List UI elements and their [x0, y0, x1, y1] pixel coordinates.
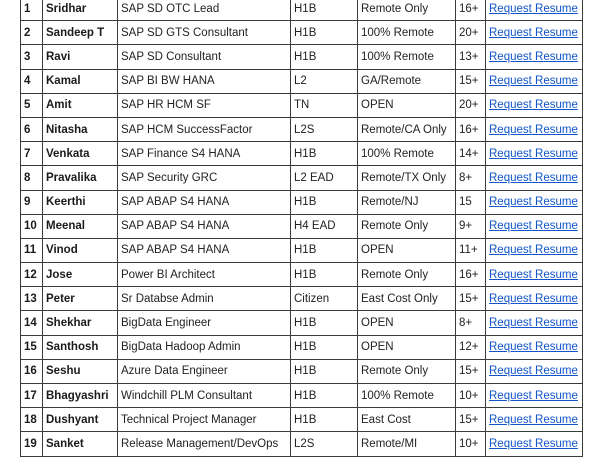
- consultant-table: [20, 0, 583, 457]
- request-resume-cell: [486, 166, 583, 190]
- consultant-name: Shekhar: [43, 311, 118, 335]
- consultant-role: BigData Engineer: [118, 311, 291, 335]
- experience-years: 13+: [456, 45, 486, 69]
- table-row: [21, 69, 583, 93]
- request-resume-cell: [486, 0, 583, 21]
- row-number: 3: [21, 45, 43, 69]
- request-resume-link[interactable]: Request Resume: [489, 220, 578, 233]
- row-number: 18: [21, 408, 43, 432]
- table-row: [21, 408, 583, 432]
- table-row: [21, 287, 583, 311]
- request-resume-cell: [486, 432, 583, 456]
- consultant-role: SAP HCM SuccessFactor: [118, 117, 291, 141]
- row-number: 1: [21, 0, 43, 21]
- work-location: GA/Remote: [358, 69, 456, 93]
- visa-status: H1B: [291, 142, 358, 166]
- work-location: Remote Only: [358, 0, 456, 21]
- request-resume-link[interactable]: Request Resume: [489, 365, 578, 378]
- work-location: OPEN: [358, 238, 456, 262]
- consultant-name: Sridhar: [43, 0, 118, 21]
- experience-years: 15+: [456, 359, 486, 383]
- experience-years: 15: [456, 190, 486, 214]
- request-resume-link[interactable]: Request Resume: [489, 50, 578, 63]
- work-location: Remote Only: [358, 214, 456, 238]
- consultant-name: Sanket: [43, 432, 118, 456]
- consultant-role: SAP SD Consultant: [118, 45, 291, 69]
- experience-years: 9+: [456, 214, 486, 238]
- request-resume-cell: [486, 359, 583, 383]
- table-row: [21, 166, 583, 190]
- consultant-role: SAP BI BW HANA: [118, 69, 291, 93]
- row-number: 12: [21, 263, 43, 287]
- request-resume-cell: [486, 45, 583, 69]
- consultant-name: Pravalika: [43, 166, 118, 190]
- consultant-name: Bhagyashri: [43, 384, 118, 408]
- experience-years: 11+: [456, 238, 486, 262]
- table-row: [21, 93, 583, 117]
- consultant-name: Ravi: [43, 45, 118, 69]
- request-resume-cell: [486, 142, 583, 166]
- consultant-role: SAP Finance S4 HANA: [118, 142, 291, 166]
- table-row: [21, 432, 583, 456]
- request-resume-link[interactable]: Request Resume: [489, 244, 578, 257]
- table-row: [21, 142, 583, 166]
- consultant-role: Release Management/DevOps: [118, 432, 291, 456]
- consultant-name: Seshu: [43, 359, 118, 383]
- row-number: 6: [21, 117, 43, 141]
- request-resume-link[interactable]: Request Resume: [489, 413, 578, 426]
- row-number: 2: [21, 21, 43, 45]
- work-location: Remote Only: [358, 359, 456, 383]
- table-row: [21, 238, 583, 262]
- visa-status: H1B: [291, 238, 358, 262]
- consultant-role: SAP SD OTC Lead: [118, 0, 291, 21]
- consultant-role: Windchill PLM Consultant: [118, 384, 291, 408]
- request-resume-link[interactable]: Request Resume: [489, 123, 578, 136]
- consultant-role: SAP ABAP S4 HANA: [118, 214, 291, 238]
- table-row: [21, 190, 583, 214]
- consultant-role: Azure Data Engineer: [118, 359, 291, 383]
- request-resume-cell: [486, 311, 583, 335]
- row-number: 7: [21, 142, 43, 166]
- experience-years: 10+: [456, 384, 486, 408]
- consultant-table-body: [21, 0, 583, 456]
- row-number: 13: [21, 287, 43, 311]
- visa-status: H4 EAD: [291, 214, 358, 238]
- request-resume-link[interactable]: Request Resume: [489, 268, 578, 281]
- request-resume-link[interactable]: Request Resume: [489, 341, 578, 354]
- visa-status: TN: [291, 93, 358, 117]
- visa-status: L2 EAD: [291, 166, 358, 190]
- request-resume-cell: [486, 93, 583, 117]
- consultant-name: Nitasha: [43, 117, 118, 141]
- work-location: Remote Only: [358, 263, 456, 287]
- consultant-role: SAP SD GTS Consultant: [118, 21, 291, 45]
- work-location: Remote/MI: [358, 432, 456, 456]
- consultant-name: Venkata: [43, 142, 118, 166]
- row-number: 11: [21, 238, 43, 262]
- request-resume-cell: [486, 238, 583, 262]
- request-resume-link[interactable]: Request Resume: [489, 292, 578, 305]
- consultant-role: SAP ABAP S4 HANA: [118, 190, 291, 214]
- consultant-role: Sr Databse Admin: [118, 287, 291, 311]
- row-number: 19: [21, 432, 43, 456]
- visa-status: H1B: [291, 21, 358, 45]
- row-number: 10: [21, 214, 43, 238]
- work-location: 100% Remote: [358, 384, 456, 408]
- visa-status: H1B: [291, 384, 358, 408]
- experience-years: 15+: [456, 69, 486, 93]
- work-location: Remote/CA Only: [358, 117, 456, 141]
- table-row: [21, 45, 583, 69]
- table-row: [21, 263, 583, 287]
- visa-status: H1B: [291, 0, 358, 21]
- request-resume-cell: [486, 21, 583, 45]
- work-location: 100% Remote: [358, 142, 456, 166]
- visa-status: L2S: [291, 117, 358, 141]
- request-resume-link[interactable]: Request Resume: [489, 317, 578, 330]
- consultant-role: Power BI Architect: [118, 263, 291, 287]
- consultant-name: Dushyant: [43, 408, 118, 432]
- request-resume-link[interactable]: Request Resume: [489, 389, 578, 402]
- work-location: 100% Remote: [358, 21, 456, 45]
- request-resume-link[interactable]: Request Resume: [489, 196, 578, 209]
- experience-years: 20+: [456, 21, 486, 45]
- work-location: East Cost: [358, 408, 456, 432]
- visa-status: H1B: [291, 311, 358, 335]
- experience-years: 16+: [456, 0, 486, 21]
- request-resume-cell: [486, 117, 583, 141]
- table-row: [21, 384, 583, 408]
- work-location: OPEN: [358, 311, 456, 335]
- consultant-name: Sandeep T: [43, 21, 118, 45]
- experience-years: 8+: [456, 311, 486, 335]
- table-row: [21, 359, 583, 383]
- work-location: OPEN: [358, 93, 456, 117]
- row-number: 16: [21, 359, 43, 383]
- table-row: [21, 0, 583, 21]
- consultant-role: SAP HR HCM SF: [118, 93, 291, 117]
- visa-status: H1B: [291, 45, 358, 69]
- work-location: OPEN: [358, 335, 456, 359]
- request-resume-cell: [486, 69, 583, 93]
- experience-years: 12+: [456, 335, 486, 359]
- request-resume-link[interactable]: Request Resume: [489, 26, 578, 39]
- experience-years: 16+: [456, 263, 486, 287]
- row-number: 17: [21, 384, 43, 408]
- row-number: 15: [21, 335, 43, 359]
- request-resume-link[interactable]: Request Resume: [489, 171, 578, 184]
- experience-years: 8+: [456, 166, 486, 190]
- experience-years: 10+: [456, 432, 486, 456]
- consultant-role: SAP ABAP S4 HANA: [118, 238, 291, 262]
- request-resume-cell: [486, 190, 583, 214]
- visa-status: H1B: [291, 335, 358, 359]
- request-resume-cell: [486, 214, 583, 238]
- table-row: [21, 214, 583, 238]
- request-resume-link[interactable]: Request Resume: [489, 437, 578, 450]
- request-resume-cell: [486, 335, 583, 359]
- consultant-role: SAP Security GRC: [118, 166, 291, 190]
- request-resume-cell: [486, 384, 583, 408]
- row-number: 5: [21, 93, 43, 117]
- visa-status: L2: [291, 69, 358, 93]
- consultant-name: Vinod: [43, 238, 118, 262]
- request-resume-cell: [486, 263, 583, 287]
- request-resume-link[interactable]: Request Resume: [489, 147, 578, 160]
- row-number: 14: [21, 311, 43, 335]
- visa-status: H1B: [291, 408, 358, 432]
- consultant-name: Jose: [43, 263, 118, 287]
- request-resume-cell: [486, 287, 583, 311]
- work-location: 100% Remote: [358, 45, 456, 69]
- row-number: 4: [21, 69, 43, 93]
- consultant-name: Peter: [43, 287, 118, 311]
- request-resume-link[interactable]: Request Resume: [489, 75, 578, 88]
- consultant-name: Keerthi: [43, 190, 118, 214]
- experience-years: 20+: [456, 93, 486, 117]
- table-row: [21, 311, 583, 335]
- consultant-name: Amit: [43, 93, 118, 117]
- visa-status: H1B: [291, 263, 358, 287]
- table-row: [21, 21, 583, 45]
- consultant-role: BigData Hadoop Admin: [118, 335, 291, 359]
- table-row: [21, 335, 583, 359]
- experience-years: 16+: [456, 117, 486, 141]
- consultant-name: Santhosh: [43, 335, 118, 359]
- experience-years: 15+: [456, 287, 486, 311]
- request-resume-link[interactable]: Request Resume: [489, 2, 578, 15]
- visa-status: H1B: [291, 359, 358, 383]
- consultant-name: Meenal: [43, 214, 118, 238]
- visa-status: H1B: [291, 190, 358, 214]
- experience-years: 14+: [456, 142, 486, 166]
- request-resume-cell: [486, 408, 583, 432]
- experience-years: 15+: [456, 408, 486, 432]
- work-location: Remote/TX Only: [358, 166, 456, 190]
- table-row: [21, 117, 583, 141]
- consultant-role: Technical Project Manager: [118, 408, 291, 432]
- visa-status: Citizen: [291, 287, 358, 311]
- consultant-name: Kamal: [43, 69, 118, 93]
- row-number: 9: [21, 190, 43, 214]
- row-number: 8: [21, 166, 43, 190]
- visa-status: L2S: [291, 432, 358, 456]
- work-location: Remote/NJ: [358, 190, 456, 214]
- request-resume-link[interactable]: Request Resume: [489, 99, 578, 112]
- work-location: East Cost Only: [358, 287, 456, 311]
